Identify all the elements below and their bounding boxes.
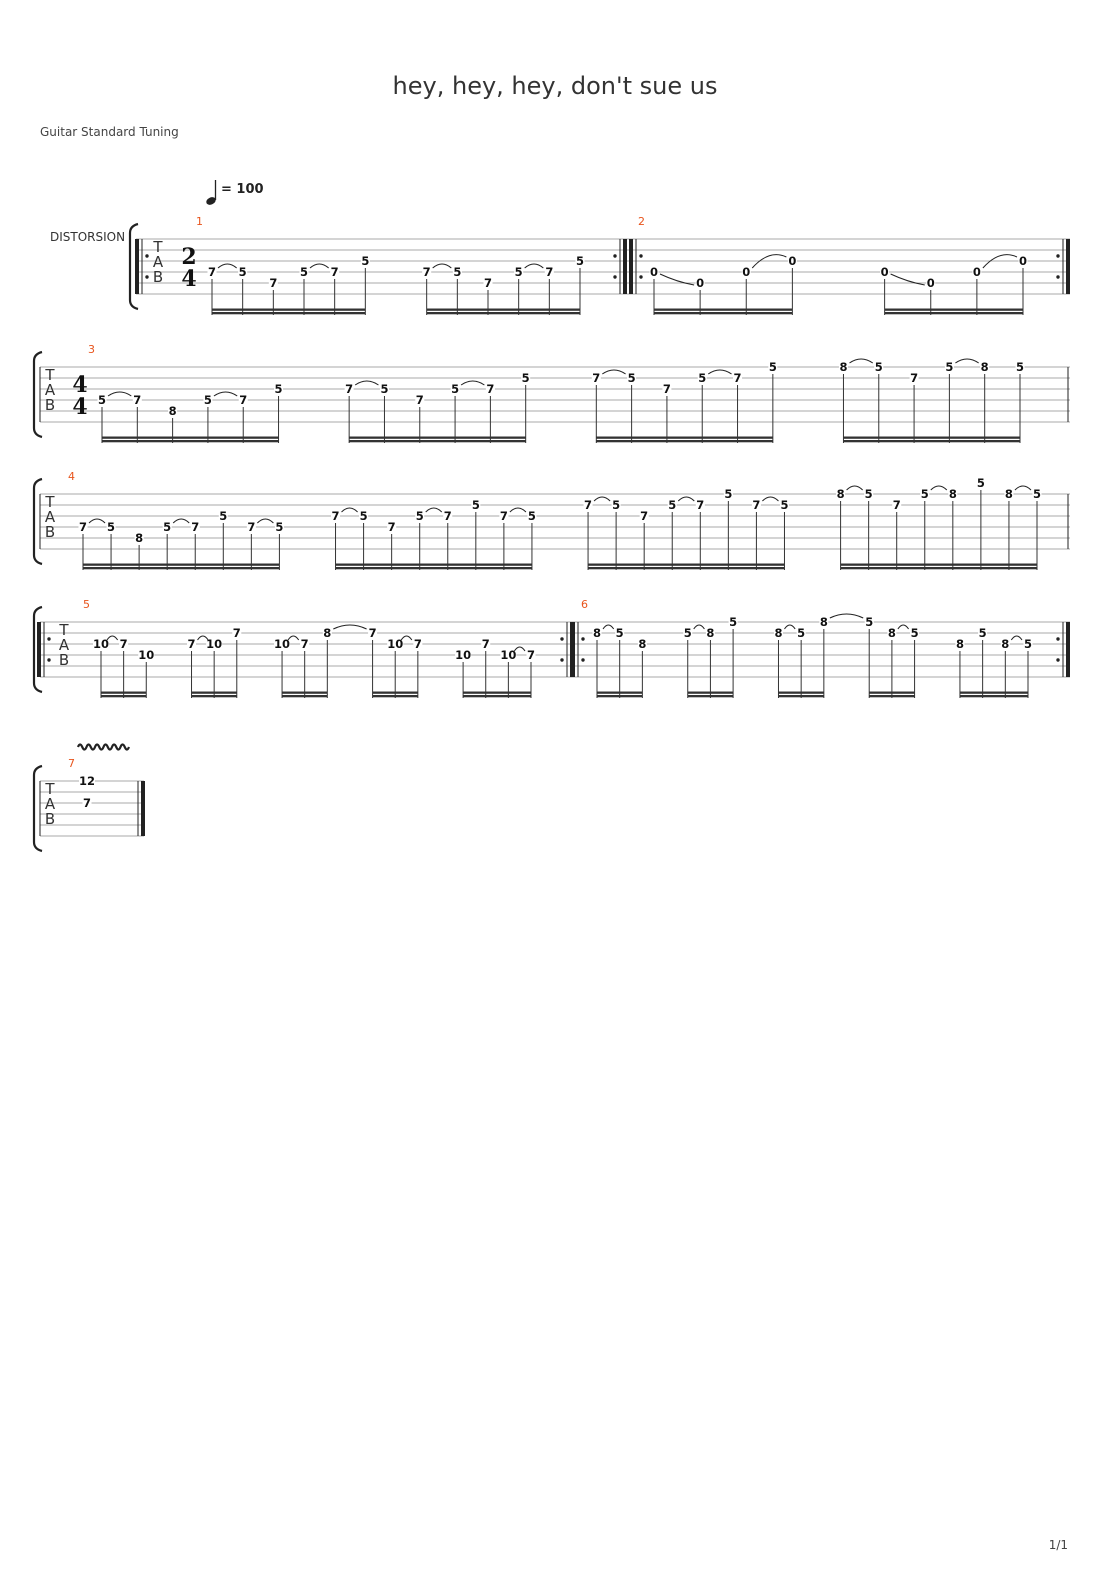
fret-number: 8 — [135, 531, 144, 545]
measure-number: 5 — [83, 598, 90, 611]
fret-number: 5 — [361, 254, 370, 268]
repeat-dot — [581, 637, 584, 640]
tab-clef-letter: T — [59, 621, 69, 639]
fret-number: 5 — [380, 382, 389, 396]
fret-number: 7 — [415, 393, 424, 407]
fret-number: 7 — [300, 637, 309, 651]
fret-number: 7 — [191, 520, 200, 534]
tab-clef-letter: B — [44, 810, 56, 828]
beam — [597, 695, 642, 697]
measure-number: 2 — [638, 215, 645, 228]
repeat-end-thick-bar — [623, 239, 627, 294]
slur-arc — [173, 519, 189, 523]
fret-number: 0 — [880, 265, 889, 279]
fret-number: 7 — [187, 637, 196, 651]
slur-arc — [310, 264, 329, 268]
tab-clef-letter: A — [58, 636, 70, 654]
tempo-label: = 100 — [221, 182, 264, 197]
beam — [349, 440, 526, 442]
fret-number: 7 — [892, 498, 901, 512]
fret-number: 8 — [980, 360, 989, 374]
slur-arc — [847, 486, 863, 490]
fret-number: 8 — [706, 626, 715, 640]
fret-number: 5 — [527, 509, 536, 523]
fret-number: 7 — [910, 371, 919, 385]
fret-number: 5 — [864, 487, 873, 501]
beam — [597, 692, 642, 694]
tab-clef-letter: T — [45, 780, 55, 798]
fret-number: 7 — [640, 509, 649, 523]
fret-number: 5 — [163, 520, 172, 534]
tab-clef-letter: T — [45, 493, 55, 511]
fret-number: 5 — [797, 626, 806, 640]
beam — [463, 695, 531, 697]
fret-number: 7 — [422, 265, 431, 279]
fret-number: 0 — [649, 265, 659, 279]
tab-clef-letter: A — [152, 253, 164, 271]
slur-arc — [214, 392, 237, 396]
fret-number: 5 — [274, 382, 283, 396]
repeat-start-thick-bar — [37, 622, 41, 677]
fret-number: 0 — [742, 265, 751, 279]
beam — [349, 437, 526, 439]
fret-number: 7 — [592, 371, 601, 385]
fret-number: 7 — [483, 276, 493, 290]
fret-number: 5 — [668, 498, 677, 512]
repeat-dot — [47, 637, 50, 640]
repeat-dot — [1056, 275, 1059, 278]
fret-number: 8 — [168, 404, 177, 418]
repeat-start-thick-bar — [135, 239, 139, 294]
slur-arc — [108, 392, 131, 396]
measure-number: 4 — [68, 470, 75, 483]
beam — [885, 312, 1023, 314]
fret-number: 0 — [926, 276, 935, 290]
beam — [427, 309, 580, 311]
time-signature-top: 4 — [72, 372, 88, 398]
fret-number: 8 — [638, 637, 647, 651]
fret-number: 0 — [788, 254, 797, 268]
beam — [83, 567, 279, 569]
repeat-dot — [560, 637, 563, 640]
fret-number: 5 — [683, 626, 692, 640]
track-name: DISTORSION — [50, 230, 126, 244]
final-thick-bar — [141, 781, 145, 836]
measure-number: 7 — [68, 757, 75, 770]
slur-arc — [955, 359, 978, 363]
slur-arc — [708, 370, 731, 374]
fret-number: 5 — [521, 371, 530, 385]
fret-number: 8 — [774, 626, 783, 640]
fret-number: 0 — [972, 265, 981, 279]
fret-number: 8 — [1001, 637, 1010, 651]
beam — [192, 692, 237, 694]
fret-number: 8 — [839, 360, 848, 374]
repeat-end-thick-bar — [1066, 622, 1070, 677]
fret-number: 7 — [526, 648, 536, 662]
slur-arc — [830, 614, 863, 618]
fret-number: 7 — [387, 520, 396, 534]
tuning-label: Guitar Standard Tuning — [40, 125, 179, 139]
repeat-dot — [613, 254, 616, 257]
slur-arc — [602, 370, 625, 374]
beam — [778, 695, 823, 697]
beam — [841, 564, 1037, 566]
fret-number: 5 — [976, 476, 985, 490]
repeat-dot — [560, 658, 563, 661]
fret-number: 5 — [453, 265, 462, 279]
beam — [688, 692, 733, 694]
fret-number: 7 — [78, 520, 88, 534]
fret-number: 7 — [239, 393, 248, 407]
fret-number: 5 — [724, 487, 733, 501]
repeat-dot — [47, 658, 50, 661]
fret-number: 5 — [1023, 637, 1033, 651]
fret-number: 5 — [945, 360, 954, 374]
slur-arc — [931, 486, 947, 490]
beam — [427, 312, 580, 314]
slur-arc — [694, 625, 705, 629]
tab-clef-letter: B — [44, 523, 56, 541]
beam — [373, 692, 418, 694]
fret-number: 10 — [387, 637, 404, 651]
beam — [654, 309, 792, 311]
fret-number: 7 — [499, 509, 508, 523]
measure-number: 1 — [196, 215, 203, 228]
repeat-dot — [145, 254, 148, 257]
fret-number: 7 — [247, 520, 256, 534]
beam — [960, 695, 1028, 697]
beam — [212, 309, 365, 311]
tab-clef-letter: A — [44, 381, 56, 399]
beam — [336, 567, 532, 569]
repeat-start-thick-bar — [629, 239, 633, 294]
fret-number: 7 — [331, 509, 340, 523]
slur-arc — [461, 381, 484, 385]
fret-number: 5 — [219, 509, 228, 523]
beam — [596, 440, 773, 442]
fret-number: 5 — [627, 371, 636, 385]
repeat-dot — [613, 275, 616, 278]
slur-arc — [333, 625, 366, 629]
beam — [688, 695, 733, 697]
fret-number: 5 — [275, 520, 284, 534]
fret-number: 5 — [299, 265, 309, 279]
fret-number: 5 — [978, 626, 987, 640]
fret-number: 10 — [92, 637, 110, 651]
fret-number: 10 — [138, 648, 155, 662]
fret-number: 10 — [274, 637, 291, 651]
slur-arc — [784, 625, 795, 629]
beam — [588, 564, 784, 566]
fret-number: 5 — [729, 615, 738, 629]
fret-number: 7 — [733, 371, 742, 385]
tempo-marking — [205, 180, 264, 206]
tab-clef-letter: B — [58, 651, 70, 669]
beam — [282, 695, 327, 697]
tab-clef-letter: A — [44, 508, 56, 526]
fret-number: 7 — [232, 626, 241, 640]
repeat-dot — [1056, 658, 1059, 661]
slur-arc — [849, 359, 872, 363]
beam — [869, 695, 914, 697]
fret-number: 0 — [1018, 254, 1028, 268]
repeat-dot — [145, 275, 148, 278]
slur-arc — [433, 264, 452, 268]
fret-number: 7 — [584, 498, 593, 512]
slur-arc — [218, 264, 237, 268]
fret-number: 8 — [887, 626, 896, 640]
slur-arc — [257, 519, 273, 523]
fret-number: 7 — [368, 626, 377, 640]
fret-number: 7 — [486, 382, 495, 396]
fret-number: 5 — [1032, 487, 1042, 501]
fret-number: 5 — [615, 626, 624, 640]
repeat-dot — [1056, 254, 1059, 257]
repeat-dot — [581, 658, 584, 661]
fret-number: 8 — [1004, 487, 1013, 501]
slur-arc — [898, 625, 909, 629]
beam — [841, 567, 1037, 569]
fret-number: 5 — [107, 520, 116, 534]
song-title: hey, hey, hey, don't sue us — [392, 72, 718, 100]
fret-number: 7 — [82, 796, 92, 810]
beam — [282, 692, 327, 694]
slur-arc — [594, 497, 610, 501]
beam — [596, 437, 773, 439]
fret-number: 8 — [323, 626, 332, 640]
measure-number: 6 — [581, 598, 588, 611]
beam — [885, 309, 1023, 311]
fret-number: 10 — [206, 637, 223, 651]
beam — [843, 437, 1020, 439]
page-number: 1/1 — [1048, 1538, 1068, 1552]
fret-number: 10 — [455, 648, 472, 662]
fret-number: 7 — [119, 637, 128, 651]
fret-number: 7 — [696, 498, 705, 512]
fret-number: 5 — [920, 487, 929, 501]
beam — [373, 695, 418, 697]
fret-number: 5 — [1015, 360, 1025, 374]
slur-arc — [603, 625, 614, 629]
slur-arc — [525, 264, 544, 268]
system-bracket — [34, 352, 42, 437]
fret-number: 5 — [451, 382, 460, 396]
tab-clef-letter: T — [45, 366, 55, 384]
beam — [960, 692, 1028, 694]
fret-number: 5 — [865, 615, 874, 629]
repeat-dot — [1056, 637, 1059, 640]
fret-number: 5 — [203, 393, 212, 407]
tab-clef-letter: A — [44, 795, 56, 813]
beam — [212, 312, 365, 314]
slur-arc — [342, 508, 358, 512]
fret-number: 5 — [514, 265, 523, 279]
beam — [336, 564, 532, 566]
slur-arc — [1011, 636, 1022, 640]
tab-clef-letter: T — [153, 238, 163, 256]
time-signature-bottom: 4 — [181, 266, 197, 292]
beam — [654, 312, 792, 314]
fret-number: 10 — [500, 648, 517, 662]
fret-number: 7 — [545, 265, 554, 279]
fret-number: 5 — [575, 254, 585, 268]
fret-number: 7 — [662, 382, 671, 396]
time-signature-bottom: 4 — [72, 394, 88, 420]
fret-number: 5 — [97, 393, 107, 407]
repeat-dot — [639, 275, 642, 278]
beam — [101, 695, 146, 697]
slur-arc — [1015, 486, 1031, 490]
repeat-end-thick-bar — [1066, 239, 1070, 294]
fret-number: 7 — [133, 393, 142, 407]
beam — [83, 564, 279, 566]
slur-arc — [678, 497, 694, 501]
fret-number: 5 — [910, 626, 919, 640]
fret-number: 7 — [413, 637, 422, 651]
fret-number: 7 — [345, 382, 354, 396]
measure-number: 3 — [88, 343, 95, 356]
beam — [101, 692, 146, 694]
fret-number: 5 — [780, 498, 789, 512]
fret-number: 5 — [471, 498, 480, 512]
fret-number: 8 — [592, 626, 602, 640]
beam — [102, 437, 279, 439]
fret-number: 7 — [330, 265, 339, 279]
fret-number: 7 — [481, 637, 490, 651]
fret-number: 5 — [415, 509, 424, 523]
beam — [843, 440, 1020, 442]
fret-number: 5 — [359, 509, 368, 523]
fret-number: 8 — [955, 637, 964, 651]
repeat-start-thick-bar — [571, 622, 575, 677]
beam — [778, 692, 823, 694]
system-bracket — [34, 479, 42, 564]
fret-number: 5 — [698, 371, 707, 385]
repeat-dot — [639, 254, 642, 257]
beam — [869, 692, 914, 694]
fret-number: 8 — [819, 615, 828, 629]
slur-arc — [762, 497, 778, 501]
system-bracket — [34, 766, 42, 851]
beam — [588, 567, 784, 569]
fret-number: 5 — [238, 265, 247, 279]
fret-number: 12 — [78, 774, 96, 788]
fret-number: 0 — [696, 276, 705, 290]
fret-number: 8 — [836, 487, 845, 501]
slur-arc — [426, 508, 442, 512]
fret-number: 7 — [207, 265, 217, 279]
beam — [102, 440, 279, 442]
slur-arc — [355, 381, 378, 385]
slur-arc — [510, 508, 526, 512]
fret-number: 8 — [948, 487, 957, 501]
fret-number: 7 — [443, 509, 452, 523]
beam — [192, 695, 237, 697]
beam — [463, 692, 531, 694]
fret-number: 5 — [612, 498, 621, 512]
time-signature-top: 2 — [181, 244, 197, 270]
fret-number: 5 — [768, 360, 777, 374]
fret-number: 7 — [269, 276, 278, 290]
slur-arc — [89, 519, 105, 523]
tab-clef-letter: B — [44, 396, 56, 414]
vibrato-icon — [78, 745, 129, 750]
fret-number: 7 — [752, 498, 761, 512]
fret-number: 5 — [874, 360, 883, 374]
tab-clef-letter: B — [152, 268, 164, 286]
